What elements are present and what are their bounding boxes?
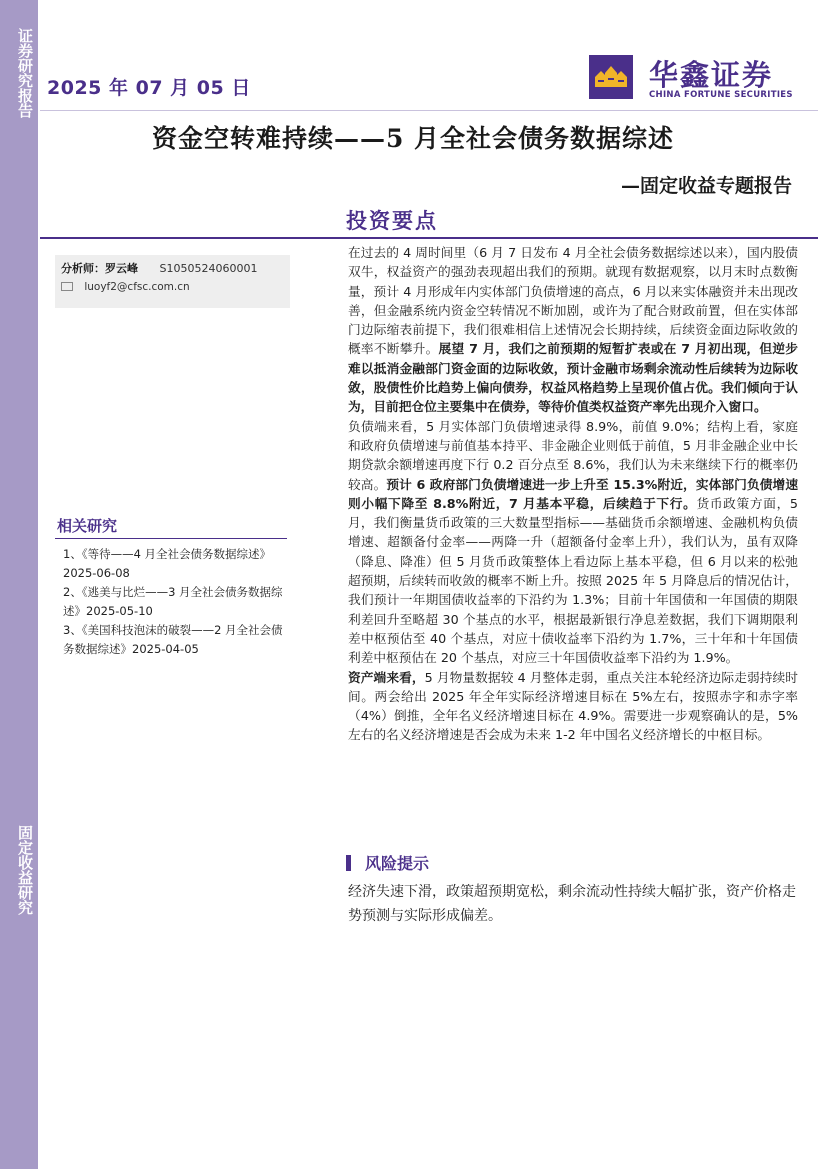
paragraph-liabilities [348, 417, 798, 668]
paragraph-assets [348, 668, 798, 745]
analyst-row [61, 260, 284, 276]
sidebar-top-label: 证券研究报告 [16, 28, 34, 118]
report-date: 2025 年 07 月 05 日 [47, 77, 251, 99]
mail-icon [61, 282, 73, 291]
paragraph-text: 负债端来看，5 月实体部门负债增速录得 8.9%，前值 9.0%；结构上看，家庭和政府负债增速与前值基本持平、非金融企业则低于前值，5 月非金融企业中长期贷款余额增速再度下行 0.2 百分点至 8.6%，我们认为未来继续下行的概率仍较高。 [348, 418, 798, 492]
related-research-list [55, 545, 287, 659]
analyst-license-id: S1050524060001 [159, 262, 258, 275]
analyst-name: 分析师：罗云峰 [61, 262, 138, 275]
risk-text: 经济失速下滑，政策超预期宽松，剩余流动性持续大幅扩张，资产价格走势预测与实际形成偏差。 [348, 884, 796, 924]
report-title: 资金空转难持续——5 月全社会债务数据综述 [151, 124, 675, 153]
related-item[interactable]: 1、《等待——4 月全社会债务数据综述》2025-06-08 [63, 547, 272, 580]
related-item[interactable]: 3、《美国科技泡沫的破裂——2 月全社会债务数据综述》2025-04-05 [63, 623, 283, 656]
company-logo [589, 55, 793, 105]
paragraph-bold-text: 展望 7 月，我们之前预期的短暂扩表或在 7 月初出现，但逆步难以抵消金融部门资金面的边际收敛，预计金融市场剩余流动性后续转为边际收敛，股债性价比趋势上偏向债券，权益风格趋势上呈现价值占优。我们倾向于认为，目前把仓位主要集中在债券，等待价值类权益资产率先出现介入窗口。 [348, 341, 798, 415]
related-research-title: 相关研究 [55, 515, 287, 539]
analyst-email[interactable]: luoyf2@cfsc.com.cn [84, 281, 190, 293]
main-body [348, 243, 798, 745]
risk-heading-text: 风险提示 [365, 854, 430, 873]
paragraph-text: 在过去的 4 周时间里（6 月 7 日发布 4 月全社会债务数据综述以来），国内股债双牛，权益资产的强劲表现超出我们的预期。就现有数据观察，以月末时点数衡量，预计 4 月形成年内实体部门负债增速的高点，6 月以来实体融资并未出现改善，但金融系统内资金空转情况不断加剧，或许为了配合财政前置，但在实体部门边际缩表前提下，我们很难相信上述情况会长期持续，后续资金面边际收敛的概率不断攀升。 [348, 245, 798, 357]
paragraph-bold-text: 资产端来看， [348, 669, 425, 685]
risk-heading [346, 851, 429, 874]
analyst-box [55, 255, 290, 308]
paragraph-text: 5 月物量数据较 4 月整体走弱，重点关注本轮经济边际走弱持续时间。两会给出 2025 年全年实际经济增速目标在 5%左右，按照赤字和赤字率（4%）倒推，全年名义经济增速目标在 4.9%。需要进一步观察确认的是，5%左右的名义经济增速是否会成为未来 1-2 年中国名义经济增长的中枢目标。 [348, 669, 798, 743]
sidebar [0, 0, 38, 1169]
logo-emblem-icon [589, 55, 633, 99]
logo-english-name: CHINA FORTUNE SECURITIES [649, 90, 793, 100]
heading-bar-icon [346, 855, 351, 871]
related-research [55, 515, 287, 659]
section-divider [40, 237, 818, 239]
report-subtitle: —固定收益专题报告 [620, 175, 792, 197]
paragraph-outlook [348, 243, 798, 417]
logo-chinese-name: 华鑫证券 [649, 58, 774, 92]
sidebar-bottom-label: 固定收益研究 [16, 825, 34, 915]
paragraph-text: 货币政策方面，5 月，我们衡量货币政策的三大数量型指标——基础货币余额增速、金融机构负债增速、超额备付金率——两降一升（超额备付金率上升），我们认为，虽有双降（降息、降准）但 5 月货币政策整体上看边际上基本平稳，但 6 月以来的松弛超预期，后续转而收敛的概率不断上升。按照 2025 年 5 月降息后的情况估计，我们预计一年期国债收益率的下沿约为 1.3%；目前十年国债和一年国债的期限利差回升至略超 30 个基点的水平，根据最新银行净息差数据，我们下调期限利差中枢预估至 40 个基点，对应十债收益率下沿约为 1.7%，三十年和十年国债利差中枢预估在 20 个基点，对应三十年国债收益率下沿约为 1.9%。 [348, 495, 798, 666]
analyst-email-row [61, 281, 284, 293]
related-item[interactable]: 2、《逃美与比烂——3 月全社会债务数据综述》2025-05-10 [63, 585, 283, 618]
analyst-panel [55, 255, 290, 308]
paragraph-bold-text: 预计 6 政府部门负债增速进一步上升至 15.3%附近，实体部门负债增速则小幅下降至 8.8%附近，7 月基本平稳，后续趋于下行。 [348, 476, 799, 511]
header-divider [40, 110, 818, 111]
investment-highlights-heading: 投资要点 [346, 208, 438, 233]
